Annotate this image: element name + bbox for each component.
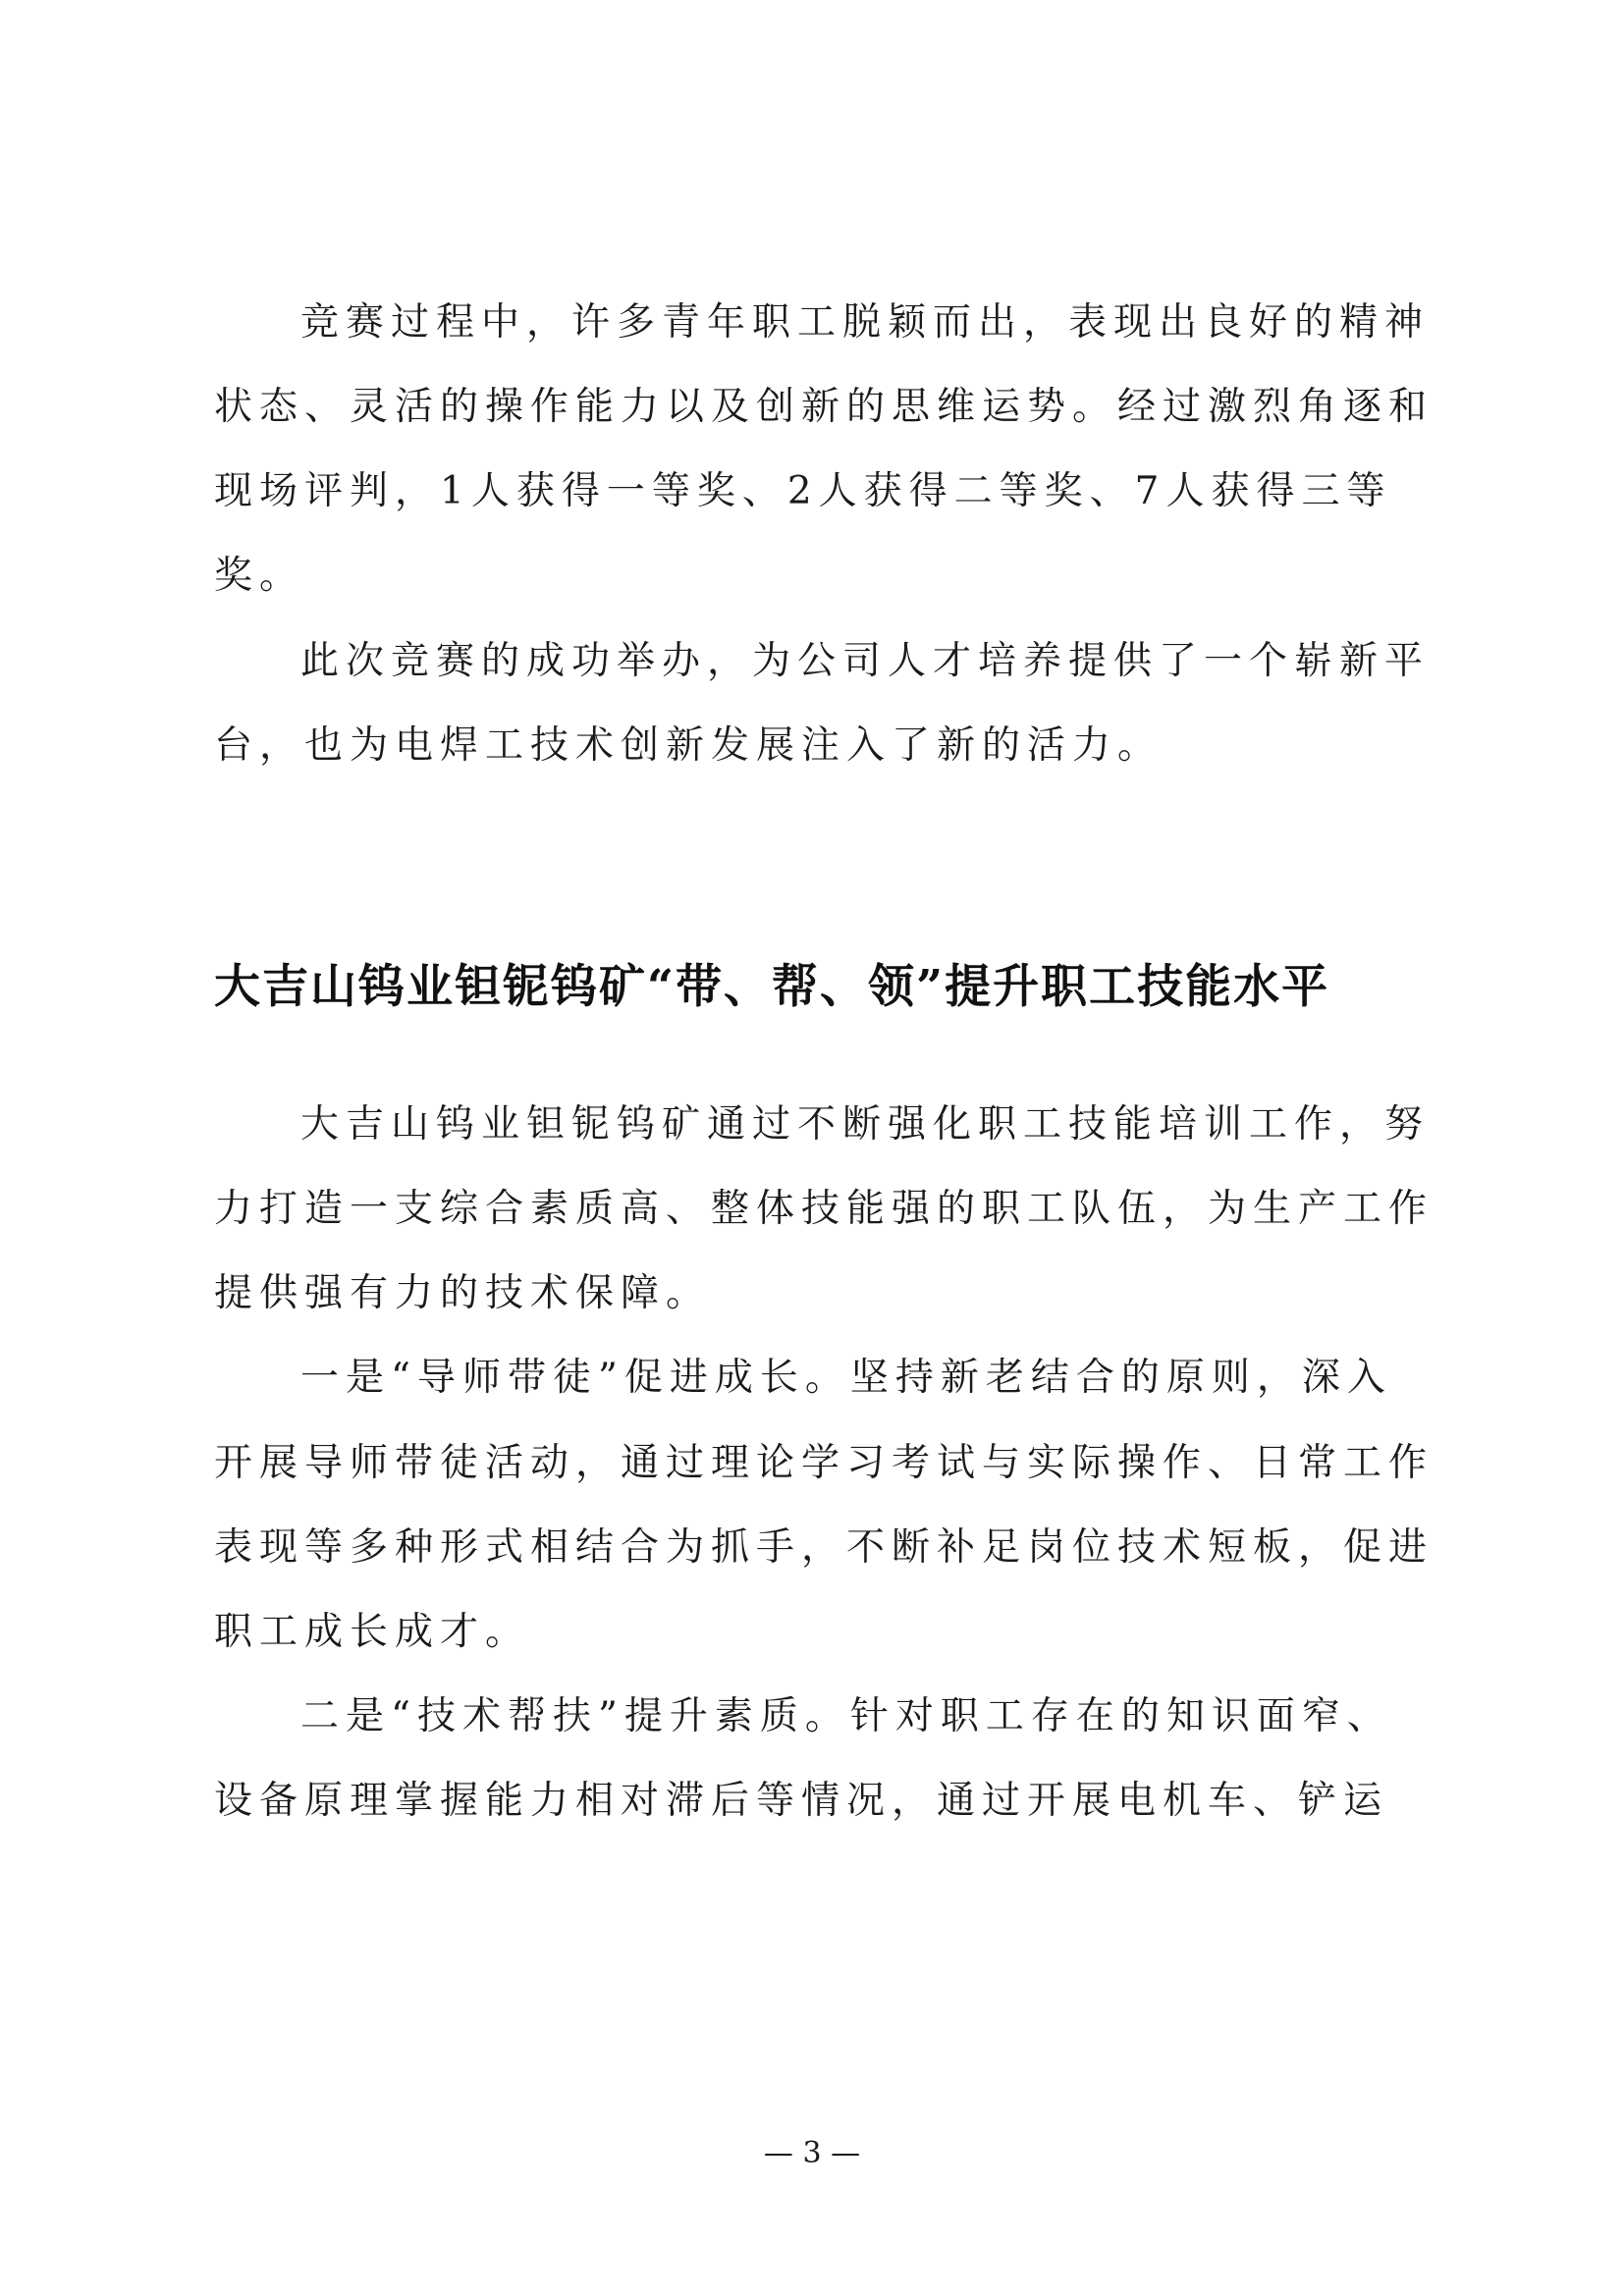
paragraph-line: 状态、灵活的操作能力以及创新的思维运势。经过激烈角逐和 — [214, 385, 1435, 429]
paragraph-line: 表现等多种形式相结合为抓手，不断补足岗位技术短板，促进 — [214, 1525, 1435, 1570]
paragraph-line: 奖。 — [214, 554, 305, 598]
article-title: 大吉山钨业钽铌钨矿“带、帮、领”提升职工技能水平 — [214, 960, 1330, 1014]
paragraph-line: 二是“技术帮扶”提升素质。针对职工存在的知识面窄、 — [300, 1694, 1392, 1738]
page-number: — 3 — — [763, 2136, 861, 2170]
paragraph-line: 提供强有力的技术保障。 — [214, 1271, 712, 1315]
paragraph-line: 设备原理掌握能力相对滞后等情况，通过开展电机车、铲运 — [214, 1779, 1389, 1823]
paragraph-line: 现场评判，1人获得一等奖、2人获得二等奖、7人获得三等 — [214, 469, 1392, 513]
paragraph-line: 竞赛过程中，许多青年职工脱颖而出，表现出良好的精神 — [300, 300, 1431, 345]
paragraph-line: 职工成长成才。 — [214, 1610, 531, 1654]
paragraph-line: 一是“导师带徒”促进成长。坚持新老结合的原则，深入 — [300, 1356, 1392, 1400]
paragraph-line: 开展导师带徒活动，通过理论学习考试与实际操作、日常工作 — [214, 1441, 1435, 1485]
paragraph-line: 大吉山钨业钽铌钨矿通过不断强化职工技能培训工作，努 — [300, 1102, 1431, 1147]
paragraph-line: 力打造一支综合素质高、整体技能强的职工队伍，为生产工作 — [214, 1187, 1435, 1231]
paragraph-line: 台，也为电焊工技术创新发展注入了新的活力。 — [214, 723, 1164, 768]
paragraph-line: 此次竞赛的成功举办，为公司人才培养提供了一个崭新平 — [300, 639, 1431, 683]
